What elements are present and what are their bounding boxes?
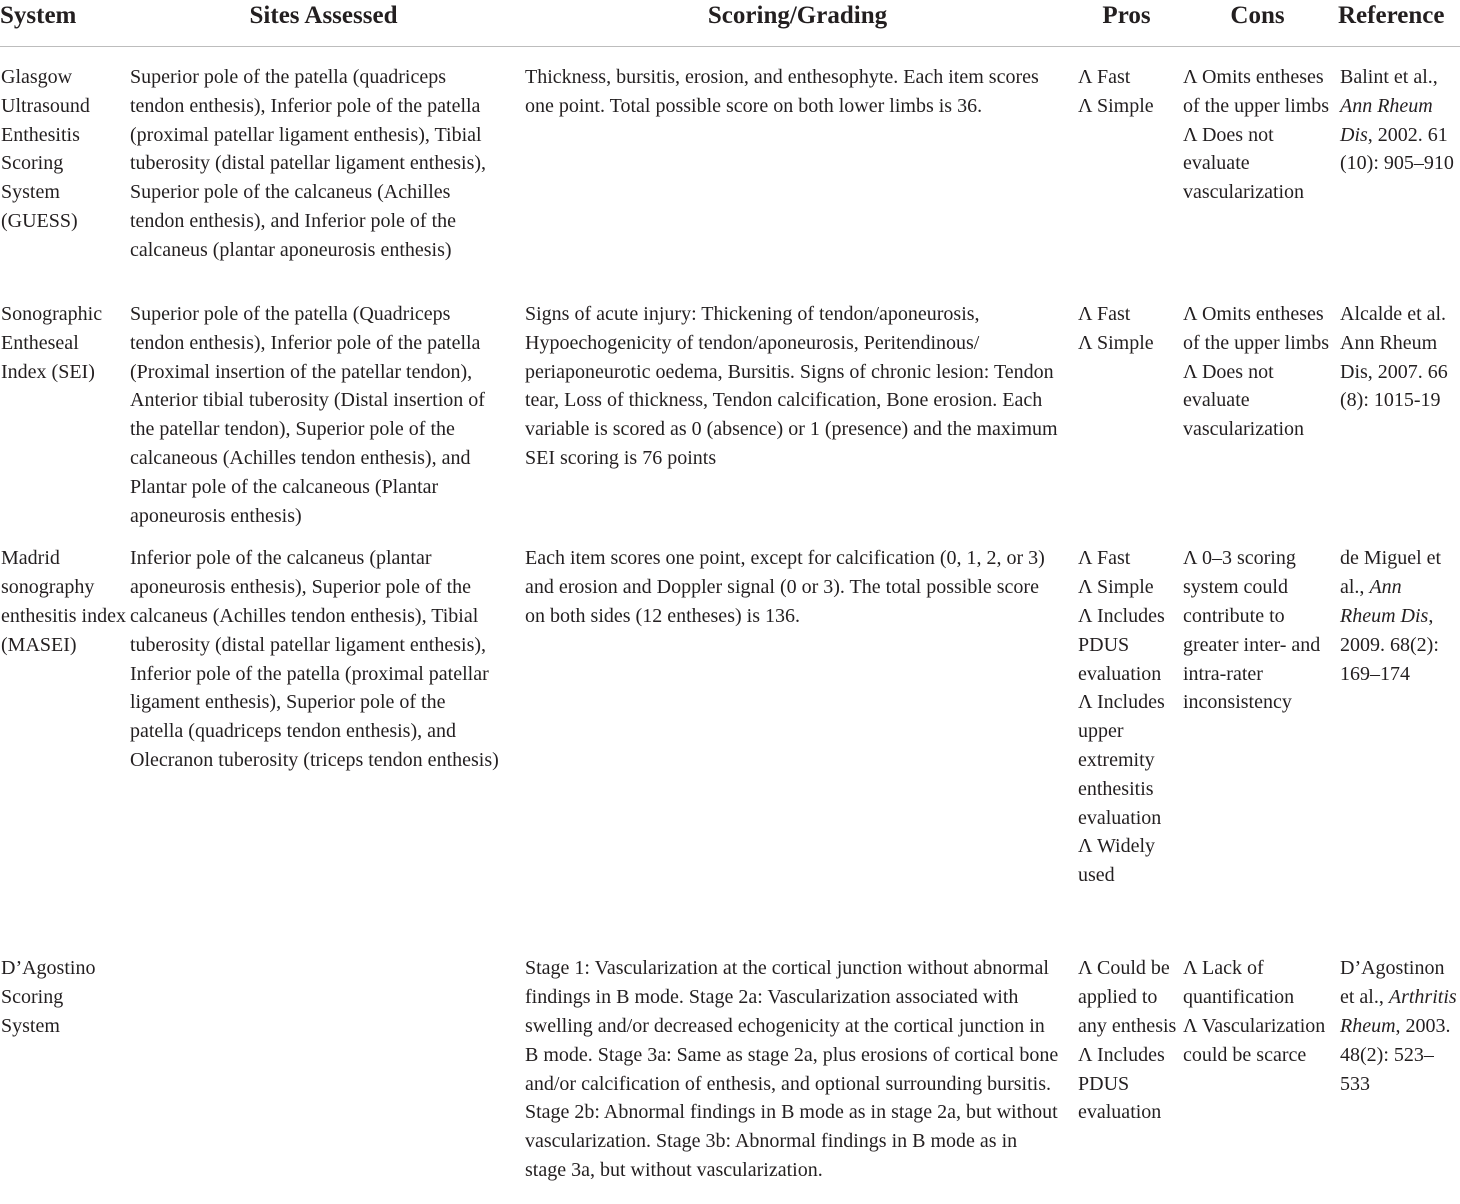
con-item: Λ Vascularization could be scarce: [1183, 1014, 1326, 1066]
cell-scoring: Thickness, bursitis, erosion, and enthesophyte. Each item scores one point. Total possible score on both lower limbs is 36.: [525, 66, 1039, 117]
cell-sites: Superior pole of the patella (quadriceps tendon enthesis), Inferior pole of the patella (proximal patellar ligament enthesis), Tibial tuberosity (distal patellar ligament enthesis), Superior pole of the calcaneus (Achilles tendon enthesis), and Inferior pole of the calcaneus (plantar aponeurosis enthesis): [130, 66, 487, 261]
header-sites: Sites Assessed: [126, 0, 521, 47]
header-system: System: [0, 0, 126, 47]
ref-details: , 2009. 68(2): 169–174: [1340, 604, 1439, 685]
cell-system: Glasgow Ultrasound Enthesitis Scoring System (GUESS): [1, 66, 90, 232]
table-row: [0, 47, 1460, 286]
con-item: Λ Lack of quantification: [1183, 957, 1295, 1009]
table-row: [0, 530, 1460, 942]
ref-details: , 2003. 48(2): 523–533: [1340, 1014, 1451, 1095]
cell-system: Madrid sonography enthesitis index (MASEI): [1, 547, 126, 656]
pro-item: Λ Widely used: [1078, 835, 1156, 887]
cell-system: D’Agostino Scoring System: [1, 957, 96, 1037]
cell-cons: [1179, 530, 1336, 942]
pro-item: Λ Includes upper extremity enthesitis evaluation: [1078, 691, 1165, 829]
con-item: Λ Does not evaluate vascularization: [1183, 360, 1305, 441]
cell-sites: Superior pole of the patella (Quadriceps tendon enthesis), Inferior pole of the patella (Proximal insertion of the patellar tendon), Anterior tibial tuberosity (Distal insertion of the patellar tendon), Superior pole of the calcaneous (Achilles tendon enthesis), and Plantar pole of the calcaneous (Plantar aponeurosis enthesis): [130, 303, 485, 527]
pro-item: Λ Could be applied to any enthesis: [1078, 957, 1177, 1037]
cell-system: Sonographic Entheseal Index (SEI): [1, 303, 103, 383]
con-item: Λ Omits entheses of the upper limbs: [1183, 66, 1330, 117]
cell-cons: [1179, 285, 1336, 530]
cell-cons: [1179, 942, 1336, 1184]
cell-pros: [1074, 47, 1179, 286]
cell-cons: [1179, 47, 1336, 286]
cell-scoring: Each item scores one point, except for calcification (0, 1, 2, or 3) and erosion and Doppler signal (0 or 3). The total possible score on both sides (12 entheses) is 136.: [525, 547, 1045, 627]
pro-item: Λ Simple: [1078, 94, 1154, 117]
con-item: Λ 0–3 scoring system could contribute to greater inter- and intra-rater inconsistency: [1183, 547, 1321, 714]
table-row: [0, 942, 1460, 1184]
cell-scoring: Stage 1: Vascularization at the cortical junction without abnormal findings in B mode. Stage 2a: Vascularization associated with swelling and/or decreased echogenicity at the cortical junction in B mode. Stage 3a: Same as stage 2a, plus erosions of cortical bone and/or calcification of enthesis, and optional surrounding bursitis. Stage 2b: Abnormal findings in B mode as in stage 2a, but without vascularization. Stage 3b: Abnormal findings in B mode as in stage 3a, but without vascularization.: [525, 957, 1059, 1181]
header-pros: Pros: [1074, 0, 1179, 47]
ref-authors: Balint et al.,: [1340, 66, 1438, 88]
pro-item: Λ Fast: [1078, 303, 1131, 325]
ref-journal: Arthritis Rheum: [1340, 986, 1457, 1037]
header-row: [0, 0, 1460, 47]
pro-item: Λ Simple: [1078, 331, 1154, 354]
header-reference: Reference: [1336, 0, 1460, 47]
cell-reference: [1336, 47, 1460, 286]
pro-item: Λ Fast: [1078, 66, 1131, 88]
ref-authors: D’Agostinon et al.,: [1340, 957, 1445, 1009]
pro-item: Λ Includes PDUS evaluation: [1078, 1043, 1165, 1124]
pro-item: Λ Simple: [1078, 576, 1154, 599]
cell-pros: [1074, 285, 1179, 530]
cell-reference: [1336, 285, 1460, 530]
cell-scoring: Signs of acute injury: Thickening of tendon/aponeurosis, Hypoechogenicity of tendon/aponeurosis, Peritendinous/ periaponeurotic oedema, Bursitis. Signs of chronic lesion: Tendon tear, Loss of thickness, Tendon calcification, Bone erosion. Each variable is scored as 0 (absence) or 1 (presence) and the maximum SEI scoring is 76 points: [525, 303, 1058, 469]
ref-journal: Ann Rheum Dis: [1340, 94, 1433, 146]
cell-sites: Inferior pole of the calcaneus (plantar aponeurosis enthesis), Superior pole of the calcaneus (Achilles tendon enthesis), Tibial tuberosity (distal patellar ligament enthesis), Inferior pole of the patella (proximal patellar ligament enthesis), Superior pole of the patella (quadriceps tendon enthesis), and Olecranon tuberosity (triceps tendon enthesis): [130, 547, 499, 771]
pro-item: Λ Fast: [1078, 547, 1131, 570]
cell-reference: [1336, 530, 1460, 942]
pro-item: Λ Includes PDUS evaluation: [1078, 604, 1165, 685]
table-row: [0, 285, 1460, 530]
cell-sites: [126, 942, 521, 1184]
header-cons: Cons: [1179, 0, 1336, 47]
con-item: Λ Omits entheses of the upper limbs: [1183, 303, 1330, 354]
ref-details: , 2002. 61 (10): 905–910: [1340, 123, 1454, 175]
ref-authors: de Miguel et al.,: [1340, 547, 1442, 599]
cell-pros: [1074, 942, 1179, 1184]
header-scoring: Scoring/Grading: [521, 0, 1074, 47]
cell-reference: [1336, 942, 1460, 1184]
ref-authors: Alcalde et al. Ann Rheum Dis, 2007. 66 (8): 1015-19: [1340, 303, 1448, 412]
con-item: Λ Does not evaluate vascularization: [1183, 123, 1305, 204]
cell-pros: [1074, 530, 1179, 942]
ref-journal: Ann Rheum Dis: [1340, 576, 1429, 627]
